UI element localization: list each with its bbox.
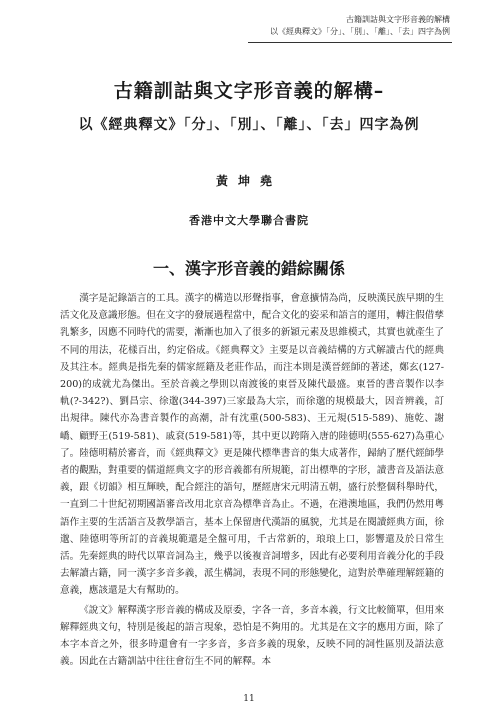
body-text [60,290,444,670]
paper-subtitle: 以《經典釋文》「分」、「別」、「離」、「去」四字為例 [78,117,420,133]
paragraph-1: 漢字是記錄語言的工具。漢字的構造以形聲指事，會意擴情為尚，反映漢民族早期的生活文化及意識形態。但在文字的發展過程當中，配合文化的姿采和語言的運用，轉注假借孳乳繁多，因應不同時代的需要，漸漸也加入了很多的新穎元素及思維模式，其實也就產生了不同的用法，花樣百出，約定俗成。《經典釋文》主要是以音義結構的方式解讀古代的經典及其注本。經典是指先秦的儒家經籍及老莊作品，而注本則是漢晉經師的著述，鄭玄(127-200)的成就尤為傑出。至於音義之學則以南渡後的東晉及陳代最盛。東晉的書音製作以李軌(?-342?)、劉昌宗、徐邈(344-397)三家最為大宗，而徐邈的規模最大，因音辨義，訂出規律。陳代亦為書音製作的高潮，計有沈重(500-583)、王元規(515-589)、施乾、謝嶠、顧野王(519-581)、戚袞(519-581)等，其中更以跨隋入唐的陸德明(555-627)為重心了。陸德明精於審音，而《經典釋文》更是陳代標準書音的集大成著作，歸納了歷代經師學者的觀點，對重要的儒道經典文字的形音義都有所規範，訂出標準的字形，讀書音及語法意義，跟《切韻》相互輝映，配合經注的語句，歷經唐宋元明清五朝，盛行於整個科舉時代，一直到二十世紀初期國語審音改用北京音為標準音為止。不過，在港澳地區，我們仍然用粵語作主要的生活語言及教學語言，基本上保留唐代漢語的風貌，尤其是在閱讀經典方面，徐邈、陸德明等所訂的音義規範還是全盤可用，千古常新的，琅琅上口，影響還及於日常生活。先秦經典的時代以單音詞為主，幾乎以後複音詞增多，因此有必要利用音義分化的手段去解讀古籍，同一漢字多音多義，派生構詞，表現不同的形態變化，這對於準確理解經籍的意義，應該還是大有幫助的。 [60,293,444,597]
paper-title: 古籍訓詁與文字形音義的解構– [113,80,385,102]
running-head-line-1: 古籍訓詁與文字形音義的解構 [346,15,450,24]
header-rule [248,42,452,43]
running-head [190,14,450,38]
paragraph-2: 《說文》解釋漢字形音義的構成及原委，字各一音，多音本義，行文比較簡單，但用來解釋經典文句，特別是後起的語言現象，恐怕是不夠用的。尤其是在文字的應用方面，除了本字本音之外，很多時還會有一字多音，多音多義的現象，反映不同的詞性區別及語法意義。因此在古籍訓詁中往往會衍生不同的解釋。本 [60,604,444,668]
author-name: 黃坤堯 [215,174,282,188]
section-heading: 一、漢字形音義的錯綜關係 [152,259,345,278]
author-affiliation: 香港中文大學聯合書院 [189,214,309,227]
page-number: 11 [243,694,255,704]
running-head-line-2: 以《經典釋文》「分」、「別」、「離」、「去」四字為例 [270,27,450,36]
